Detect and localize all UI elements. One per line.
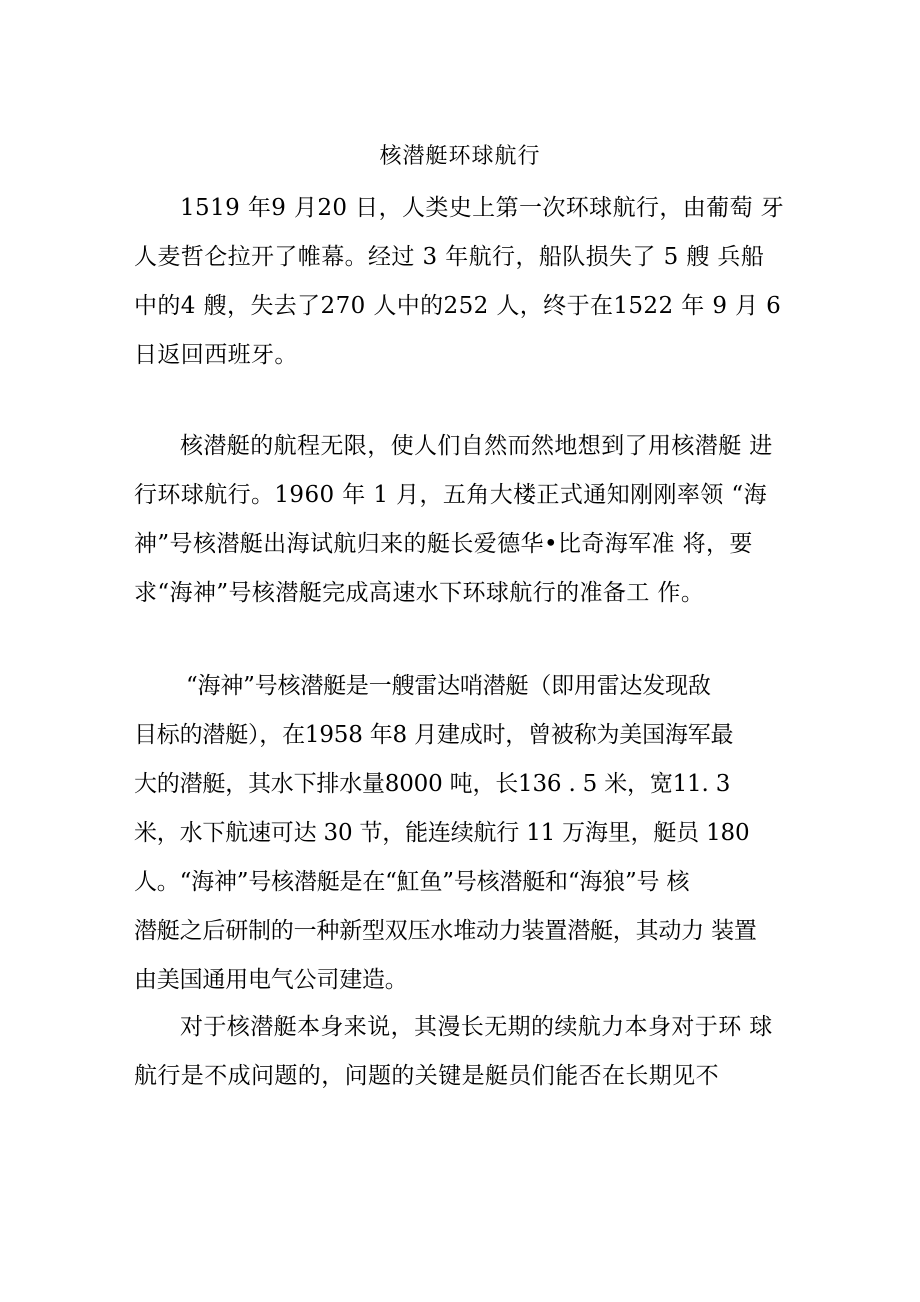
paragraph-3 — [134, 662, 794, 1005]
text-line: 核潜艇的航程无限，使人们自然而然地想到了用核潜艇 进 — [180, 433, 773, 459]
text-line: 人。“海神”号核潜艇是在“魟鱼”号核潜艇和“海狼”号 核 — [134, 869, 690, 895]
text-line: 大的潜艇，其水下排水量8000 吨，长136 . 5 米，宽11. 3 — [134, 771, 731, 797]
text-line: 目标的潜艇），在1958 年8 月建成时，曾被称为美国海军最 — [134, 722, 734, 748]
text-line: 由美国通用电气公司建造。 — [134, 967, 408, 993]
page-title: 核潜艇环球航行 — [379, 144, 541, 169]
text-line: 对于核潜艇本身来说，其漫长无期的续航力本身对于环 球 — [180, 1014, 773, 1040]
paragraph-4 — [134, 1003, 794, 1101]
text-line: 中的4 艘，失去了270 人中的252 人，终于在1522 年 9 月 6 — [134, 293, 782, 319]
text-line: 行环球航行。1960 年 1 月，五角大楼正式通知刚刚率领 “海 — [134, 482, 767, 508]
text-line: 航行是不成问题的，问题的关键是艇员们能否在长期见不 — [134, 1063, 719, 1089]
text-line: 日返回西班牙。 — [134, 342, 298, 368]
text-line: 潜艇之后研制的一种新型双压水堆动力装置潜艇，其动力 装置 — [134, 918, 757, 944]
text-line: 神”号核潜艇出海试航归来的艇长爱德华•比奇海军准 将，要 — [134, 531, 753, 557]
text-line: 米，水下航速可达 30 节，能连续航行 11 万海里，艇员 180 — [134, 820, 750, 846]
text-line: “海神”号核潜艇是一艘雷达哨潜艇（即用雷达发现敌 — [186, 673, 711, 699]
text-line: 人麦哲仑拉开了帷幕。经过 3 年航行，船队损失了 5 艘 兵船 — [134, 244, 765, 270]
text-line: 1519 年9 月20 日，人类史上第一次环球航行，由葡萄 牙 — [180, 195, 785, 221]
paragraph-1 — [134, 184, 794, 380]
paragraph-2 — [134, 422, 794, 618]
text-line: 求“海神”号核潜艇完成高速水下环球航行的准备工 作。 — [134, 580, 705, 606]
